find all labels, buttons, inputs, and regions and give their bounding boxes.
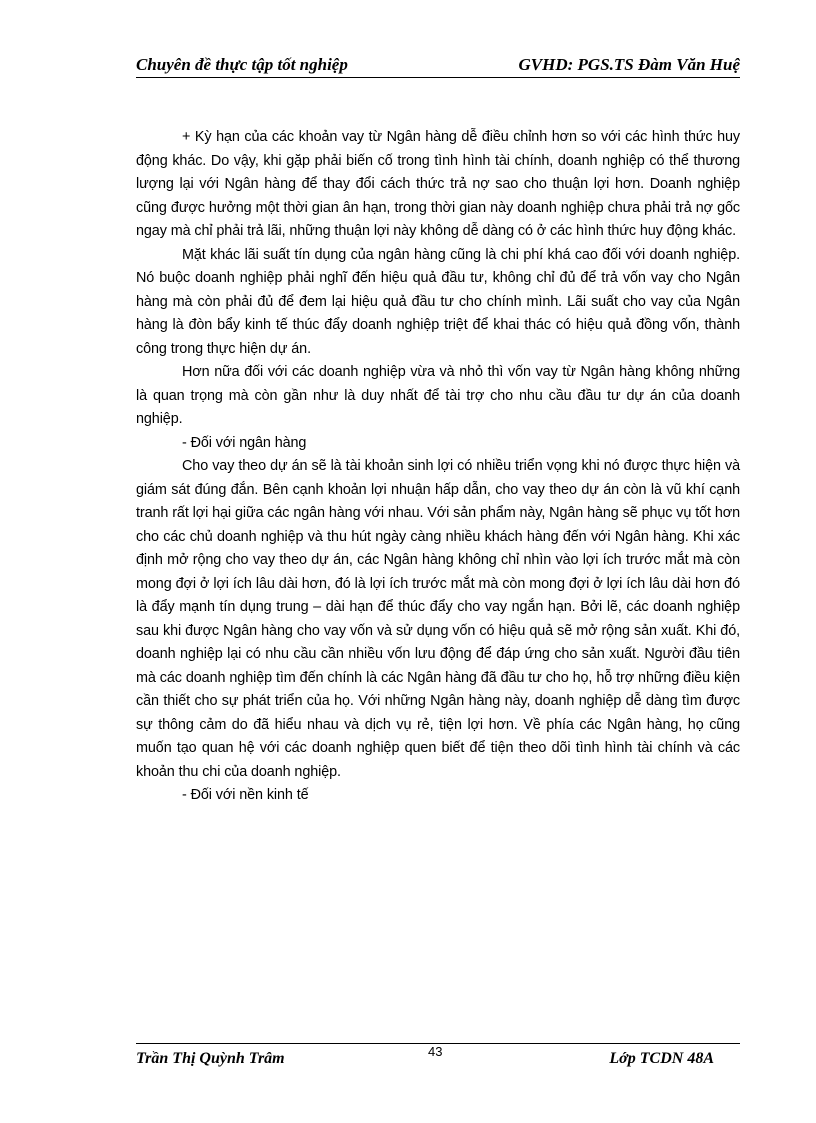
paragraph: Mặt khác lãi suất tín dụng của ngân hàng cũng là chi phí khá cao đối với doanh nghiệp. Nó buộc doanh nghiệp phải nghĩ đến hiệu quả đầu tư, không chỉ đủ để trả vốn vay cho Ngân hàng mà còn phải đủ để đem lại hiệu quả đầu tư cho chính mình. Lãi suất cho vay của Ngân hàng là đòn bẩy kinh tế thúc đẩy doanh nghiệp triệt để khai thác có hiệu quả đồng vốn, thành công trong thực hiện dự án. — [136, 246, 740, 357]
advisor-name: GVHD: PGS.TS Đàm Văn Huệ — [518, 55, 740, 74]
section-subheading: - Đối với ngân hàng — [182, 434, 307, 451]
paragraph: + Kỳ hạn của các khoản vay từ Ngân hàng dễ điều chỉnh hơn so với các hình thức huy động khác. Do vậy, khi gặp phải biến cố trong tình hình tài chính, doanh nghiệp có thể thương lượng lại với Ngân hàng để thay đổi cách thức trả nợ sao cho thuận lợi hơn. Doanh nghiệp cũng được hưởng một thời gian ân hạn, trong thời gian này doanh nghiệp chưa phải trả nợ gốc ngay mà chỉ phải trả lãi, những thuận lợi này không dễ dàng có ở các hình thức huy động khác. — [136, 129, 740, 239]
author-name: Trần Thị Quỳnh Trâm — [136, 1050, 285, 1067]
paragraph: Hơn nữa đối với các doanh nghiệp vừa và nhỏ thì vốn vay từ Ngân hàng không những là quan trọng mà còn gần như là duy nhất để tài trợ cho nhu cầu đầu tư dự án của doanh nghiệp. — [136, 364, 740, 427]
paragraph: Cho vay theo dự án sẽ là tài khoản sinh lợi có nhiều triển vọng khi nó được thực hiện và giám sát đúng đắn. Bên cạnh khoản lợi nhuận hấp dẫn, cho vay theo dự án còn là vũ khí cạnh tranh rất lợi hại giữa các ngân hàng với nhau. Với sản phẩm này, Ngân hàng sẽ phục vụ tốt hơn cho các chủ doanh nghiệp và thu hút ngày càng nhiều khách hàng đến với Ngân hàng. Khi xác định mở rộng cho vay theo dự án, các Ngân hàng không chỉ nhìn vào lợi ích trước mắt mà còn mong đợi ở lợi ích lâu dài hơn, đó là lợi ích trước mắt mà còn mong đợi ở lợi ích lâu dài hơn đó là đẩy mạnh tín dụng trung – dài hạn để thúc đẩy cho vay ngắn hạn. Bởi lẽ, các doanh nghiệp sau khi được Ngân hàng cho vay vốn và sử dụng vốn có hiệu quả sẽ mở rộng sản xuất. Khi đó, doanh nghiệp lại có nhu cầu cần nhiều vốn lưu động để đáp ứng cho sản xuất. Người đầu tiên mà các doanh nghiệp tìm đến chính là các Ngân hàng đã đầu tư cho họ, hỗ trợ những điều kiện cần thiết cho sự phát triển của họ. Với những Ngân hàng này, doanh nghiệp dễ dàng tìm được sự thông cảm do đã hiểu nhau và dịch vụ rẻ, tiện lợi hơn. Về phía các Ngân hàng, họ cũng muốn tạo quan hệ với các doanh nghiệp quen biết để tiện theo dõi tình hình tài chính và các khoản thu chi của doanh nghiệp. — [136, 458, 740, 780]
document-body — [136, 126, 740, 808]
document-title: Chuyên đề thực tập tốt nghiệp — [136, 55, 348, 74]
page-number: 43 — [428, 1044, 443, 1059]
page-header — [136, 55, 740, 78]
page-footer — [136, 1043, 740, 1074]
section-subheading: - Đối với nền kinh tế — [182, 787, 309, 803]
class-name: Lớp TCDN 48A — [609, 1050, 714, 1067]
